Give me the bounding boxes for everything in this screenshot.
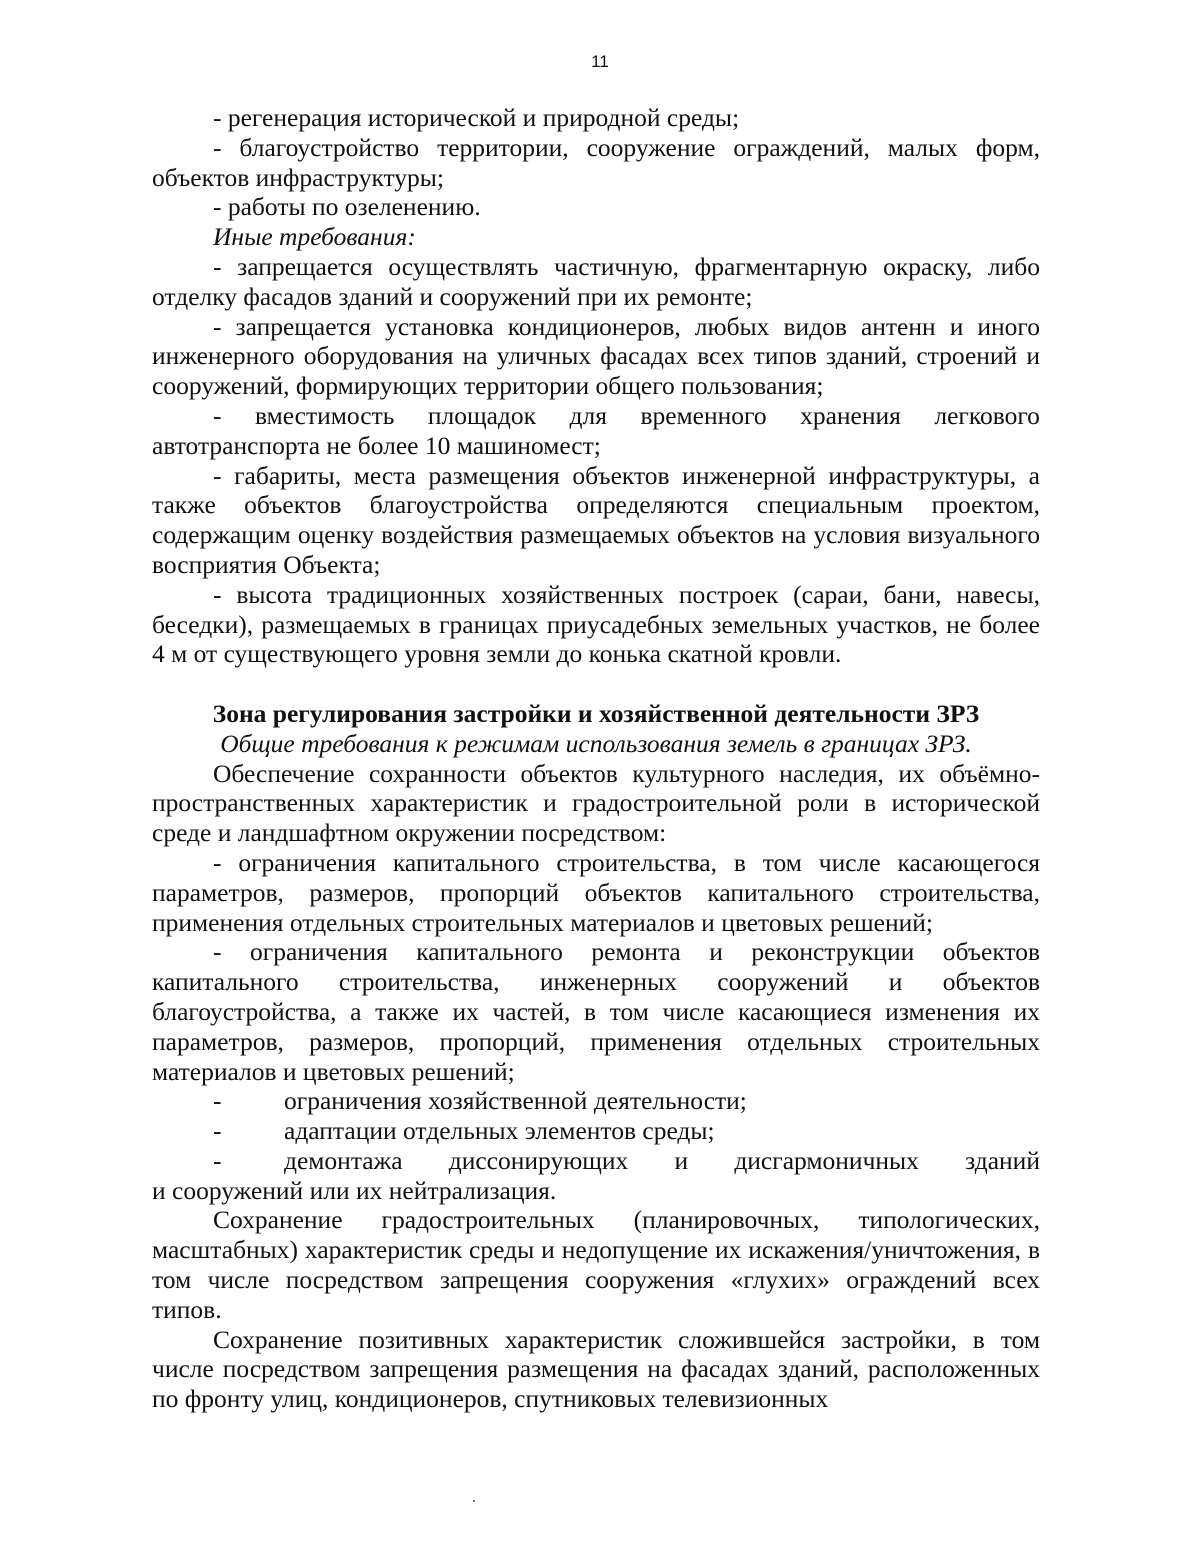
parking-word: вместимость	[254, 400, 395, 430]
document-body	[152, 103, 1040, 1414]
parking-word: временного	[640, 400, 767, 430]
paragraph-positive-characteristics: Сохранение позитивных характеристик сложившейся застройки, в том числе посредством запрещения размещения на фасадах зданий, расположенных по фронту улиц, кондиционеров, спутниковых телевизионных	[152, 1324, 1040, 1414]
dismantling-word: демонтажа	[284, 1145, 403, 1175]
dismantling-first-line	[152, 1146, 1040, 1176]
paragraph-parking-capacity	[152, 401, 1040, 461]
paragraph-air-conditioners: - запрещается установка кондиционеров, любых видов антенн и иного инженерного оборудования на уличных фасадах всех типов зданий, строений и сооружений, формирующих территории общего пользования;	[152, 311, 1040, 401]
paragraph-other-requirements-label: Иные требования:	[213, 222, 416, 252]
list-text: адаптации отдельных элементов среды;	[284, 1116, 715, 1146]
section-heading: Зона регулирования застройки и хозяйственной деятельности ЗРЗ	[212, 698, 980, 728]
dismantling-word: и	[674, 1145, 689, 1175]
paragraph-dimensions: - габариты, места размещения объектов инженерной инфраструктуры, а также объектов благоустройства определяются специальным проектом, содержащим оценку воздействия размещаемых объектов на условия визуального восприятия Объекта;	[152, 460, 1040, 579]
dismantling-word: дисгармоничных	[734, 1145, 919, 1175]
paragraph-landscaping: - благоустройство территории, сооружение ограждений, малых форм, объектов инфраструктуры;	[152, 132, 1040, 192]
section-subheading: Общие требования к режимам использования земель в границах ЗРЗ.	[220, 728, 972, 758]
paragraph-regeneration: - регенерация исторической и природной среды;	[213, 103, 740, 132]
parking-word: -	[213, 400, 222, 430]
list-item-adaptation	[152, 1116, 1040, 1146]
paragraph-repair-limits: - ограничения капитального ремонта и реконструкции объектов капитального строительства, инженерных сооружений и объектов благоустройства, а также их частей, в том числе касающиеся изменения их параметров, размеров, пропорций, применения отдельных строительных материалов и цветовых решений;	[152, 937, 1040, 1086]
parking-word: для	[569, 400, 607, 430]
page-number: 11	[591, 52, 609, 71]
list-item-economic-activity	[152, 1086, 1040, 1116]
paragraph-urban-characteristics: Сохранение градостроительных (планировочных, типологических, масштабных) характеристик среды и недопущение их искажения/уничтожения, в том числе посредством запрещения сооружения «глухих» ограждений всех типов.	[152, 1205, 1040, 1324]
paragraph-preservation: Обеспечение сохранности объектов культурного наследия, их объёмно-пространственных характеристик и градостроительной роли в исторической среде и ландшафтном окружении посредством:	[152, 758, 1040, 848]
paragraph-facade-painting: - запрещается осуществлять частичную, фрагментарную окраску, либо отделку фасадов зданий и сооружений при их ремонте;	[152, 251, 1040, 311]
list-dash: -	[213, 1086, 222, 1116]
list-item-dismantling	[152, 1146, 1040, 1206]
list-dash: -	[213, 1145, 222, 1175]
dismantling-word: зданий	[965, 1145, 1040, 1175]
paragraph-greening: - работы по озеленению.	[213, 192, 481, 222]
parking-rest: автотранспорта не более 10 машиномест;	[152, 430, 601, 460]
list-text: ограничения хозяйственной деятельности;	[284, 1086, 747, 1116]
parking-word: легкового	[934, 400, 1040, 430]
parking-first-line	[152, 401, 1040, 431]
dismantling-words	[284, 1146, 1040, 1176]
paragraph-construction-limits: - ограничения капитального строительства, в том числе касающегося параметров, размеров, пропорций объектов капитального строительства, применения отдельных строительных материалов и цветовых решений;	[152, 847, 1040, 937]
scan-speck	[473, 1500, 475, 1502]
parking-word: хранения	[800, 400, 901, 430]
dismantling-rest: и сооружений или их нейтрализация.	[152, 1175, 557, 1205]
parking-word: площадок	[427, 400, 537, 430]
dismantling-word: диссонирующих	[448, 1145, 629, 1175]
paragraph-outbuilding-height: - высота традиционных хозяйственных построек (сараи, бани, навесы, беседки), размещаемых в границах приусадебных земельных участков, не более 4 м от существующего уровня земли до конька скатной кровли.	[152, 579, 1040, 669]
list-dash: -	[213, 1116, 222, 1146]
